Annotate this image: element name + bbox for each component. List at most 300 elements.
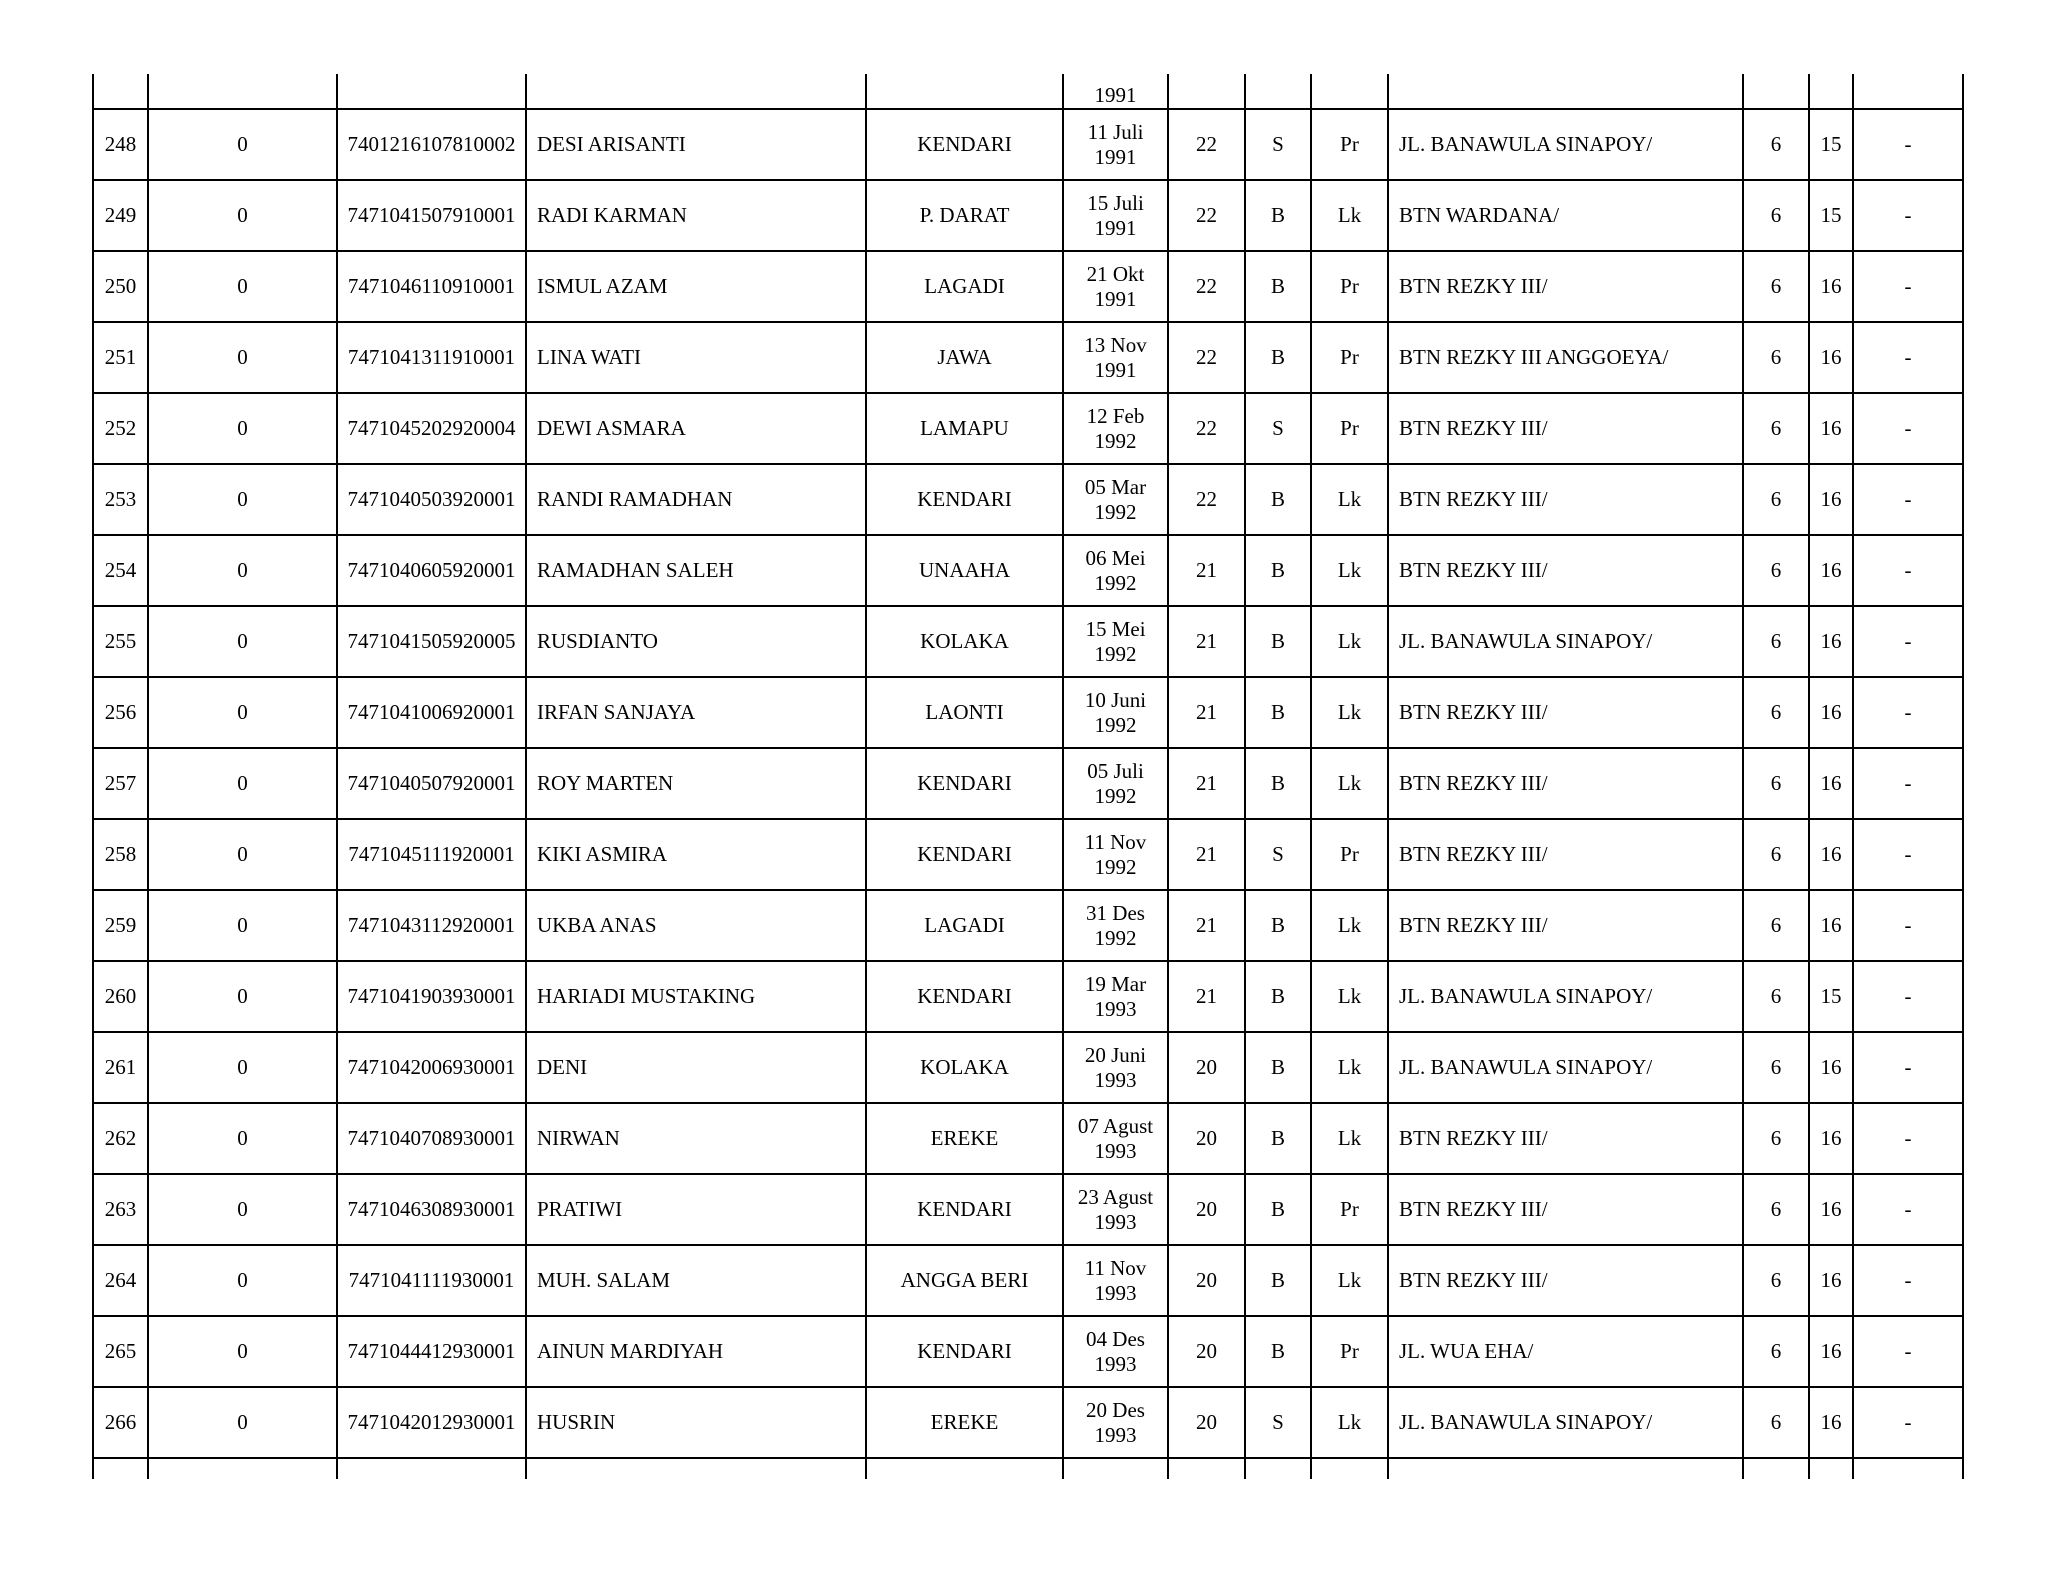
date-year: 1992 xyxy=(1094,854,1137,879)
cell-keterangan: - xyxy=(1853,819,1963,890)
date-day-month: 15 Mei xyxy=(1085,616,1146,641)
cell-alamat: BTN REZKY III/ xyxy=(1388,677,1743,748)
cell-nama: ROY MARTEN xyxy=(526,748,866,819)
cell-keterangan: - xyxy=(1853,393,1963,464)
cell-rw: 6 xyxy=(1743,1032,1809,1103)
cell-tanggal-lahir xyxy=(1063,535,1168,606)
cell-umur: 22 xyxy=(1168,251,1245,322)
cell-col2: 0 xyxy=(148,1103,337,1174)
cell-nama: RANDI RAMADHAN xyxy=(526,464,866,535)
cell-nama: IRFAN SANJAYA xyxy=(526,677,866,748)
cell-col2: 0 xyxy=(148,1387,337,1458)
cell-nik: 7471040507920001 xyxy=(337,748,526,819)
cell-tempat: KOLAKA xyxy=(866,1032,1063,1103)
cell-umur: 21 xyxy=(1168,961,1245,1032)
date-year: 1992 xyxy=(1094,925,1137,950)
cell-tanggal-lahir xyxy=(1063,1245,1168,1316)
cell-jenis-kelamin: Pr xyxy=(1311,1316,1388,1387)
cell-nama: DEWI ASMARA xyxy=(526,393,866,464)
table-row xyxy=(93,890,1963,961)
cell-col2: 0 xyxy=(148,1032,337,1103)
cell-tempat: KENDARI xyxy=(866,819,1063,890)
cell-umur: 20 xyxy=(1168,1103,1245,1174)
cell-nik: 7471046308930001 xyxy=(337,1174,526,1245)
date-year: 1992 xyxy=(1094,712,1137,737)
cell-tanggal-lahir xyxy=(1063,748,1168,819)
cell-alamat: BTN REZKY III/ xyxy=(1388,251,1743,322)
table-row xyxy=(93,606,1963,677)
cell-rt: 16 xyxy=(1809,1174,1853,1245)
cell-col2: 0 xyxy=(148,322,337,393)
cell-empty xyxy=(866,1458,1063,1479)
date-day-month: 31 Des xyxy=(1086,900,1145,925)
cell-col2: 0 xyxy=(148,109,337,180)
cell-nik: 7471041903930001 xyxy=(337,961,526,1032)
cell-alamat: BTN WARDANA/ xyxy=(1388,180,1743,251)
cell-col2: 0 xyxy=(148,606,337,677)
cell-tempat: KENDARI xyxy=(866,748,1063,819)
cell-rt: 16 xyxy=(1809,393,1853,464)
cell-tempat: KENDARI xyxy=(866,1316,1063,1387)
cell-alamat: JL. WUA EHA/ xyxy=(1388,1316,1743,1387)
cell-status: B xyxy=(1245,1103,1311,1174)
cell-umur: 20 xyxy=(1168,1032,1245,1103)
cell-alamat: BTN REZKY III/ xyxy=(1388,819,1743,890)
cell-nama: NIRWAN xyxy=(526,1103,866,1174)
cell-rw: 6 xyxy=(1743,251,1809,322)
cell-nama: UKBA ANAS xyxy=(526,890,866,961)
cell-empty xyxy=(526,1458,866,1479)
cell-alamat: BTN REZKY III/ xyxy=(1388,1245,1743,1316)
cell-tempat: LAONTI xyxy=(866,677,1063,748)
cell-tempat: EREKE xyxy=(866,1387,1063,1458)
date-day-month: 15 Juli xyxy=(1087,190,1144,215)
cell-keterangan: - xyxy=(1853,748,1963,819)
cell-keterangan: - xyxy=(1853,109,1963,180)
cell-status: B xyxy=(1245,464,1311,535)
table-row xyxy=(93,535,1963,606)
date-day-month: 11 Juli xyxy=(1087,119,1144,144)
cell-rt: 16 xyxy=(1809,1103,1853,1174)
cell-umur: 22 xyxy=(1168,393,1245,464)
cell-tempat: P. DARAT xyxy=(866,180,1063,251)
cell-no: 251 xyxy=(93,322,148,393)
cell-nik: 7471045202920004 xyxy=(337,393,526,464)
date-year: 1992 xyxy=(1094,783,1137,808)
cell-rt: 16 xyxy=(1809,1245,1853,1316)
date-day-month: 19 Mar xyxy=(1084,971,1147,996)
cell-status: B xyxy=(1245,251,1311,322)
cell-status: B xyxy=(1245,677,1311,748)
cell-tanggal-lahir xyxy=(1063,251,1168,322)
cell-nama: HARIADI MUSTAKING xyxy=(526,961,866,1032)
table-row xyxy=(93,1103,1963,1174)
cell-umur: 21 xyxy=(1168,890,1245,961)
cell-nik: 7471041311910001 xyxy=(337,322,526,393)
cell-rw: 6 xyxy=(1743,1387,1809,1458)
date-day-month: 07 Agust xyxy=(1077,1113,1154,1138)
cell-alamat: JL. BANAWULA SINAPOY/ xyxy=(1388,1032,1743,1103)
cell-empty xyxy=(1743,1458,1809,1479)
cell-tempat: JAWA xyxy=(866,322,1063,393)
cell-rt: 16 xyxy=(1809,1032,1853,1103)
cell-tempat: LAGADI xyxy=(866,890,1063,961)
cell-status: B xyxy=(1245,606,1311,677)
cell-no xyxy=(93,74,148,109)
cell-status: S xyxy=(1245,393,1311,464)
cell-col2 xyxy=(148,74,337,109)
cell-nama: ISMUL AZAM xyxy=(526,251,866,322)
cell-rw: 6 xyxy=(1743,1245,1809,1316)
cell-jenis-kelamin: Lk xyxy=(1311,535,1388,606)
cell-col2: 0 xyxy=(148,890,337,961)
table-row-continued xyxy=(93,74,1963,109)
cell-status: B xyxy=(1245,1032,1311,1103)
date-day-month: 13 Nov xyxy=(1084,332,1147,357)
cell-tempat: KENDARI xyxy=(866,961,1063,1032)
cell-tanggal-lahir xyxy=(1063,464,1168,535)
cell-no: 264 xyxy=(93,1245,148,1316)
cell-tanggal-lahir xyxy=(1063,322,1168,393)
cell-nik: 7471041111930001 xyxy=(337,1245,526,1316)
cell-no: 257 xyxy=(93,748,148,819)
cell-no: 250 xyxy=(93,251,148,322)
cell-nik: 7471042006930001 xyxy=(337,1032,526,1103)
cell-rw: 6 xyxy=(1743,890,1809,961)
cell-no: 259 xyxy=(93,890,148,961)
cell-nama: RUSDIANTO xyxy=(526,606,866,677)
cell-ttl-fragment: 1991 xyxy=(1063,74,1168,109)
cell-no: 256 xyxy=(93,677,148,748)
cell-tanggal-lahir xyxy=(1063,1387,1168,1458)
date-day-month: 04 Des xyxy=(1086,1326,1145,1351)
cell-rt: 16 xyxy=(1809,819,1853,890)
cell-nama: HUSRIN xyxy=(526,1387,866,1458)
cell-col2: 0 xyxy=(148,748,337,819)
date-day-month: 21 Okt xyxy=(1086,261,1145,286)
date-year: 1991 xyxy=(1094,215,1137,240)
cell-nama: DESI ARISANTI xyxy=(526,109,866,180)
cell-tanggal-lahir xyxy=(1063,1174,1168,1245)
cell-keterangan: - xyxy=(1853,464,1963,535)
cell-nik: 7401216107810002 xyxy=(337,109,526,180)
cell-keterangan: - xyxy=(1853,1174,1963,1245)
table-row xyxy=(93,1316,1963,1387)
cell-empty xyxy=(1388,1458,1743,1479)
table-row xyxy=(93,322,1963,393)
cell-alamat: BTN REZKY III/ xyxy=(1388,535,1743,606)
cell-jenis-kelamin: Lk xyxy=(1311,180,1388,251)
cell-keterangan: - xyxy=(1853,677,1963,748)
cell-keterangan: - xyxy=(1853,180,1963,251)
cell-status: B xyxy=(1245,748,1311,819)
cell-nama: RAMADHAN SALEH xyxy=(526,535,866,606)
cell-empty xyxy=(337,1458,526,1479)
cell-nik: 7471040708930001 xyxy=(337,1103,526,1174)
table-row xyxy=(93,393,1963,464)
cell-tanggal-lahir xyxy=(1063,180,1168,251)
cell-no: 252 xyxy=(93,393,148,464)
cell-nik: 7471046110910001 xyxy=(337,251,526,322)
cell-status: B xyxy=(1245,180,1311,251)
cell-status: B xyxy=(1245,1316,1311,1387)
table-row xyxy=(93,1174,1963,1245)
date-day-month: 11 Nov xyxy=(1084,1255,1147,1280)
cell-alamat: BTN REZKY III/ xyxy=(1388,464,1743,535)
cell-status: S xyxy=(1245,819,1311,890)
cell-keterangan: - xyxy=(1853,1032,1963,1103)
cell-umur xyxy=(1168,74,1245,109)
date-year: 1993 xyxy=(1094,1067,1137,1092)
cell-umur: 22 xyxy=(1168,322,1245,393)
cell-jk xyxy=(1311,74,1388,109)
cell-rw: 6 xyxy=(1743,606,1809,677)
cell-nik: 7471041006920001 xyxy=(337,677,526,748)
cell-no: 249 xyxy=(93,180,148,251)
cell-rt: 15 xyxy=(1809,180,1853,251)
cell-jenis-kelamin: Pr xyxy=(1311,393,1388,464)
cell-jenis-kelamin: Lk xyxy=(1311,748,1388,819)
cell-rw: 6 xyxy=(1743,109,1809,180)
cell-rt xyxy=(1809,74,1853,109)
cell-rw: 6 xyxy=(1743,464,1809,535)
cell-rw: 6 xyxy=(1743,535,1809,606)
cell-alamat xyxy=(1388,74,1743,109)
cell-rw: 6 xyxy=(1743,1316,1809,1387)
cell-rw: 6 xyxy=(1743,748,1809,819)
cell-jenis-kelamin: Pr xyxy=(1311,251,1388,322)
cell-status: B xyxy=(1245,535,1311,606)
cell-rw: 6 xyxy=(1743,1103,1809,1174)
date-day-month: 11 Nov xyxy=(1084,829,1147,854)
cell-umur: 21 xyxy=(1168,819,1245,890)
cell-jenis-kelamin: Lk xyxy=(1311,464,1388,535)
cell-umur: 20 xyxy=(1168,1387,1245,1458)
cell-status: B xyxy=(1245,890,1311,961)
cell-rt: 16 xyxy=(1809,677,1853,748)
cell-status xyxy=(1245,74,1311,109)
cell-col2: 0 xyxy=(148,535,337,606)
cell-tanggal-lahir xyxy=(1063,1032,1168,1103)
date-year: 1992 xyxy=(1094,428,1137,453)
cell-umur: 22 xyxy=(1168,180,1245,251)
cell-tanggal-lahir xyxy=(1063,819,1168,890)
cell-col2: 0 xyxy=(148,1245,337,1316)
cell-rt: 16 xyxy=(1809,1387,1853,1458)
cell-empty xyxy=(1809,1458,1853,1479)
cell-col2: 0 xyxy=(148,393,337,464)
table-row xyxy=(93,748,1963,819)
table-row xyxy=(93,1387,1963,1458)
cell-tempat: KOLAKA xyxy=(866,606,1063,677)
cell-tanggal-lahir xyxy=(1063,1103,1168,1174)
date-year: 1993 xyxy=(1094,996,1137,1021)
table-row-continued-next xyxy=(93,1458,1963,1479)
cell-status: B xyxy=(1245,322,1311,393)
date-day-month: 12 Feb xyxy=(1086,403,1145,428)
cell-rw: 6 xyxy=(1743,1174,1809,1245)
cell-no: 261 xyxy=(93,1032,148,1103)
cell-tempat xyxy=(866,74,1063,109)
table-row xyxy=(93,464,1963,535)
cell-alamat: JL. BANAWULA SINAPOY/ xyxy=(1388,606,1743,677)
cell-empty xyxy=(1063,1458,1168,1479)
cell-umur: 21 xyxy=(1168,748,1245,819)
cell-nik xyxy=(337,74,526,109)
cell-keterangan: - xyxy=(1853,606,1963,677)
cell-rt: 16 xyxy=(1809,606,1853,677)
cell-keterangan: - xyxy=(1853,1245,1963,1316)
cell-empty xyxy=(93,1458,148,1479)
date-year: 1991 xyxy=(1094,357,1137,382)
cell-keterangan: - xyxy=(1853,251,1963,322)
date-year: 1992 xyxy=(1094,641,1137,666)
cell-keterangan: - xyxy=(1853,1387,1963,1458)
cell-rt: 16 xyxy=(1809,464,1853,535)
cell-nama: AINUN MARDIYAH xyxy=(526,1316,866,1387)
cell-empty xyxy=(1168,1458,1245,1479)
cell-keterangan: - xyxy=(1853,1316,1963,1387)
table-row xyxy=(93,819,1963,890)
cell-empty xyxy=(1311,1458,1388,1479)
cell-jenis-kelamin: Lk xyxy=(1311,961,1388,1032)
cell-alamat: JL. BANAWULA SINAPOY/ xyxy=(1388,1387,1743,1458)
date-day-month: 23 Agust xyxy=(1077,1184,1154,1209)
cell-empty xyxy=(1853,1458,1963,1479)
cell-umur: 22 xyxy=(1168,464,1245,535)
cell-rt: 15 xyxy=(1809,109,1853,180)
cell-rt: 16 xyxy=(1809,890,1853,961)
date-year: 1991 xyxy=(1094,144,1137,169)
cell-tanggal-lahir xyxy=(1063,890,1168,961)
cell-tempat: EREKE xyxy=(866,1103,1063,1174)
cell-rt: 15 xyxy=(1809,961,1853,1032)
cell-alamat: BTN REZKY III/ xyxy=(1388,748,1743,819)
cell-nama: LINA WATI xyxy=(526,322,866,393)
cell-tempat: KENDARI xyxy=(866,1174,1063,1245)
cell-tanggal-lahir xyxy=(1063,109,1168,180)
date-year: 1992 xyxy=(1094,570,1137,595)
cell-nik: 7471041505920005 xyxy=(337,606,526,677)
table-row xyxy=(93,961,1963,1032)
cell-nik: 7471043112920001 xyxy=(337,890,526,961)
cell-col2: 0 xyxy=(148,1174,337,1245)
cell-nik: 7471044412930001 xyxy=(337,1316,526,1387)
cell-rt: 16 xyxy=(1809,535,1853,606)
cell-no: 258 xyxy=(93,819,148,890)
cell-col2: 0 xyxy=(148,464,337,535)
cell-tempat: LAGADI xyxy=(866,251,1063,322)
cell-umur: 20 xyxy=(1168,1174,1245,1245)
cell-col2: 0 xyxy=(148,251,337,322)
cell-col2: 0 xyxy=(148,961,337,1032)
cell-status: B xyxy=(1245,1174,1311,1245)
table-row xyxy=(93,180,1963,251)
date-year: 1992 xyxy=(1094,499,1137,524)
cell-rw: 6 xyxy=(1743,180,1809,251)
table-row xyxy=(93,1245,1963,1316)
cell-jenis-kelamin: Lk xyxy=(1311,890,1388,961)
cell-keterangan: - xyxy=(1853,961,1963,1032)
date-day-month: 20 Juni xyxy=(1084,1042,1147,1067)
cell-jenis-kelamin: Pr xyxy=(1311,1174,1388,1245)
cell-rw: 6 xyxy=(1743,322,1809,393)
cell-jenis-kelamin: Lk xyxy=(1311,1245,1388,1316)
cell-alamat: BTN REZKY III/ xyxy=(1388,393,1743,464)
date-day-month: 05 Mar xyxy=(1084,474,1147,499)
cell-no: 260 xyxy=(93,961,148,1032)
cell-status: S xyxy=(1245,109,1311,180)
cell-no: 248 xyxy=(93,109,148,180)
date-day-month: 05 Juli xyxy=(1087,758,1144,783)
cell-jenis-kelamin: Pr xyxy=(1311,819,1388,890)
cell-no: 266 xyxy=(93,1387,148,1458)
cell-ket xyxy=(1853,74,1963,109)
cell-umur: 21 xyxy=(1168,606,1245,677)
cell-no: 265 xyxy=(93,1316,148,1387)
cell-nama: MUH. SALAM xyxy=(526,1245,866,1316)
cell-alamat: BTN REZKY III ANGGOEYA/ xyxy=(1388,322,1743,393)
cell-status: B xyxy=(1245,1245,1311,1316)
cell-umur: 21 xyxy=(1168,535,1245,606)
cell-umur: 20 xyxy=(1168,1316,1245,1387)
date-year: 1993 xyxy=(1094,1138,1137,1163)
cell-jenis-kelamin: Lk xyxy=(1311,1103,1388,1174)
cell-nama: RADI KARMAN xyxy=(526,180,866,251)
cell-nama: PRATIWI xyxy=(526,1174,866,1245)
cell-status: S xyxy=(1245,1387,1311,1458)
cell-tanggal-lahir xyxy=(1063,961,1168,1032)
cell-tanggal-lahir xyxy=(1063,393,1168,464)
cell-alamat: JL. BANAWULA SINAPOY/ xyxy=(1388,109,1743,180)
cell-keterangan: - xyxy=(1853,322,1963,393)
resident-table xyxy=(92,74,1964,1479)
cell-rw: 6 xyxy=(1743,677,1809,748)
cell-nik: 7471041507910001 xyxy=(337,180,526,251)
cell-keterangan: - xyxy=(1853,890,1963,961)
cell-no: 254 xyxy=(93,535,148,606)
cell-nik: 7471040605920001 xyxy=(337,535,526,606)
cell-nik: 7471040503920001 xyxy=(337,464,526,535)
cell-tempat: LAMAPU xyxy=(866,393,1063,464)
cell-no: 262 xyxy=(93,1103,148,1174)
cell-alamat: JL. BANAWULA SINAPOY/ xyxy=(1388,961,1743,1032)
table-row xyxy=(93,251,1963,322)
cell-nama: KIKI ASMIRA xyxy=(526,819,866,890)
cell-rt: 16 xyxy=(1809,322,1853,393)
cell-no: 263 xyxy=(93,1174,148,1245)
date-day-month: 20 Des xyxy=(1086,1397,1145,1422)
cell-jenis-kelamin: Pr xyxy=(1311,109,1388,180)
cell-jenis-kelamin: Lk xyxy=(1311,1387,1388,1458)
cell-alamat: BTN REZKY III/ xyxy=(1388,890,1743,961)
cell-empty xyxy=(148,1458,337,1479)
cell-nik: 7471045111920001 xyxy=(337,819,526,890)
cell-rt: 16 xyxy=(1809,251,1853,322)
cell-alamat: BTN REZKY III/ xyxy=(1388,1103,1743,1174)
cell-umur: 21 xyxy=(1168,677,1245,748)
table-row xyxy=(93,109,1963,180)
cell-rt: 16 xyxy=(1809,1316,1853,1387)
cell-rw: 6 xyxy=(1743,393,1809,464)
cell-rw: 6 xyxy=(1743,961,1809,1032)
cell-rw xyxy=(1743,74,1809,109)
cell-nama: DENI xyxy=(526,1032,866,1103)
cell-umur: 20 xyxy=(1168,1245,1245,1316)
cell-tempat: KENDARI xyxy=(866,109,1063,180)
cell-status: B xyxy=(1245,961,1311,1032)
cell-jenis-kelamin: Lk xyxy=(1311,1032,1388,1103)
